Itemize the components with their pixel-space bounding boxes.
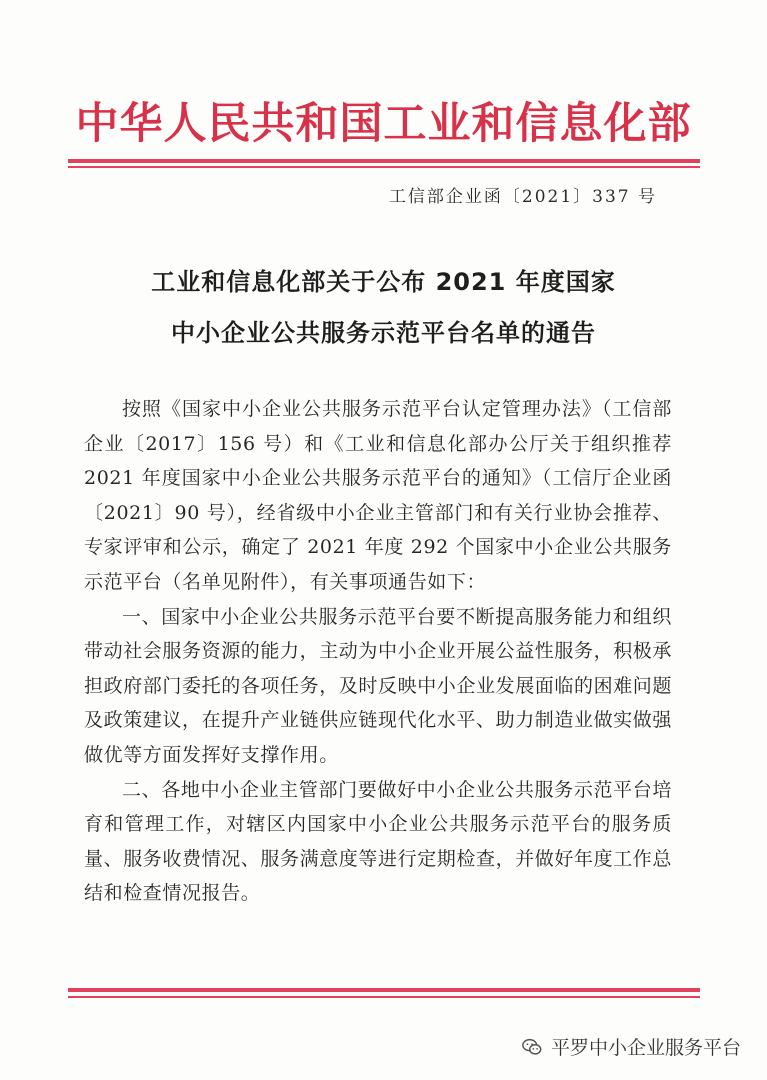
wechat-icon — [521, 1036, 543, 1058]
footer-rule-thin — [68, 996, 700, 998]
document-number: 工信部企业函〔2021〕337 号 — [388, 187, 657, 207]
paragraph-item-2: 二、各地中小企业主管部门要做好中小企业公共服务示范平台培育和管理工作，对辖区内国家中小企业公共服务示范平台的服务质量、服务收费情况、服务满意度等进行定期检查，并做好年度工作总结和检查情况报告。 — [84, 778, 673, 905]
watermark — [521, 1033, 741, 1060]
paragraph-intro: 按照《国家中小企业公共服务示范平台认定管理办法》（工信部企业〔2017〕156 号）和《工业和信息化部办公厅关于组织推荐 2021 年度国家中小企业公共服务示范平台的通知》（工信厅企业函〔2021〕90 号），经省级中小企业主管部门和有关行业协会推荐、专家评审和公示，确定了 2021 年度 292 个国家中小企业公共服务示范平台（名单见附件），有关事项通告如下： — [84, 398, 672, 593]
title-line-2: 中小企业公共服务示范平台名单的通告 — [171, 319, 596, 347]
masthead-rule-thick — [68, 159, 700, 163]
title-line-1: 工业和信息化部关于公布 2021 年度国家 — [151, 268, 616, 296]
paragraph-item-1: 一、国家中小企业公共服务示范平台要不断提高服务能力和组织带动社会服务资源的能力，主动为中小企业开展公益性服务，积极承担政府部门委托的各项任务，及时反映中小企业发展面临的困难问题及政策建议，在提升产业链供应链现代化水平、助力制造业做实做强做优等方面发挥好支撑作用。 — [84, 605, 673, 766]
watermark-text: 平罗中小企业服务平台 — [550, 1037, 741, 1059]
footer-rule-thick — [68, 988, 700, 992]
masthead-rule-thin — [68, 166, 700, 168]
masthead: 中华人民共和国工业和信息化部 — [75, 99, 692, 149]
document-body — [84, 392, 672, 911]
